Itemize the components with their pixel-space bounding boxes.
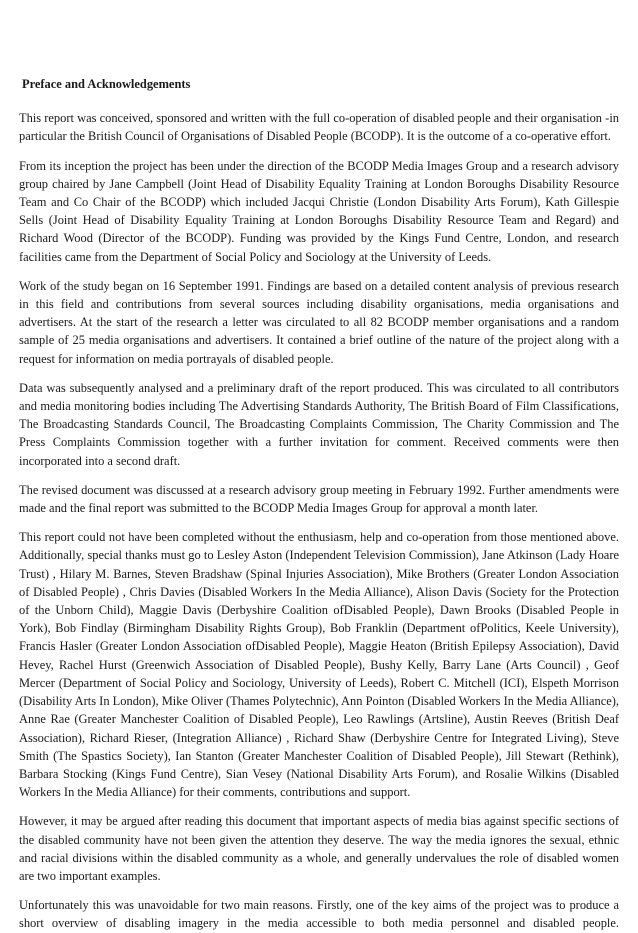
paragraph-reasons: Unfortunately this was unavoidable for two main reasons. Firstly, one of the key aims of the project was to produce a short overview of disabling imagery in the media accessible to both media personnel and disabled people. bbox=[19, 898, 619, 931]
section-heading: Preface and Acknowledgements bbox=[22, 77, 191, 91]
paragraph-draft: Data was subsequently analysed and a preliminary draft of the report produced. This was circulated to all contributors and media monitoring bodies including The Advertising Standards Authority, The British Board of Film Classifications, The Broadcasting Standards Council, The Broadcasting Complaints Commission, The Charity Commission and The Press Complaints Commission together with a further invitation for comment. Received comments were then incorporated into a second draft. bbox=[19, 380, 619, 468]
document-page bbox=[19, 75, 619, 933]
paragraph-revision: The revised document was discussed at a research advisory group meeting in February 1992. Further amendments were made and the final report was submitted to the BCODP Media Images Group for approval a month later. bbox=[19, 482, 619, 516]
paragraph-limitations: However, it may be argued after reading this document that important aspects of media bias against specific sections of the disabled community have not been given the attention they deserve. The way the media ignores the sexual, ethnic and racial divisions within the disabled community as a whole, and generally undervalues the role of disabled women are two important examples. bbox=[19, 814, 619, 883]
paragraph-study-method: Work of the study began on 16 September 1991. Findings are based on a detailed content analysis of previous research in this field and contributions from several sources including disability organisations, media organisations and advertisers. At the start of the research a letter was circulated to all 82 BCODP member organisations and a random sample of 25 media organisations and advertisers. It contained a brief outline of the nature of the project along with a request for information on media portrayals of disabled people. bbox=[19, 278, 619, 366]
paragraph-intro: This report was conceived, sponsored and written with the full co-operation of disabled people and their organisation -in particular the British Council of Organisations of Disabled People (BCODP). It is the outcome of a co-operative effort. bbox=[19, 111, 619, 144]
paragraph-acknowledgements: This report could not have been completed without the enthusiasm, help and co-operation from those mentioned above. Additionally, special thanks must go to Lesley Aston (Independent Television Commission), Jane Atkinson (Lady Hoare Trust) , Hilary M. Barnes, Steven Bradshaw (Spinal Injuries Association), Mike Brothers (Greater London Association of Disabled People) , Chris Davies (Disabled Workers In the Media Alliance), Alison Davis (Society for the Protection of the Unborn Child), Maggie Davis (Derbyshire Coalition ofDisabled People), Dawn Brooks (Disabled People in York), Bob Findlay (Birmingham Disability Rights Group), Bob Franklin (Department ofPolitics, Keele University), Francis Hasler (Greater London Association ofDisabled People), Maggie Heaton (British Epilepsy Association), David Hevey, Rachel Hurst (Greenwich Association of Disabled People), Bushy Kelly, Barry Lane (Arts Council) , Geof Mercer (Department of Social Policy and Sociology, University of Leeds), Robert C. Mitchell (ICI), Elspeth Morrison (Disability Arts In London), Mike Oliver (Thames Polytechnic), Ann Pointon (Disabled Workers In the Media Alliance), Anne Rae (Greater Manchester Coalition of Disabled People), Leo Rawlings (Artsline), Austin Reeves (British Deaf Association), Richard Rieser, (Integration Alliance) , Richard Shaw (Derbyshire Centre for Integrated Living), Steve Smith (The Spastics Society), Ian Stanton (Greater Manchester Coalition of Disabled People), Jill Stewart (Rethink), Barbara Stocking (Kings Fund Centre), Sian Vesey (National Disability Arts Forum), and Rosalie Wilkins (Disabled Workers In the Media Alliance) for their comments, contributions and support. bbox=[19, 530, 619, 800]
paragraph-direction: From its inception the project has been under the direction of the BCODP Media Images Group and a research advisory group chaired by Jane Campbell (Joint Head of Disability Equality Training at London Boroughs Disability Resource Team and Co Chair of the BCODP) which included Jacqui Christie (London Disability Arts Forum), Kath Gillespie Sells (Joint Head of Disability Equality Training at London Boroughs Disability Resource Team and Regard) and Richard Wood (Director of the BCODP). Funding was provided by the Kings Fund Centre, London, and research facilities came from the Department of Social Policy and Sociology at the University of Leeds. bbox=[19, 158, 619, 264]
